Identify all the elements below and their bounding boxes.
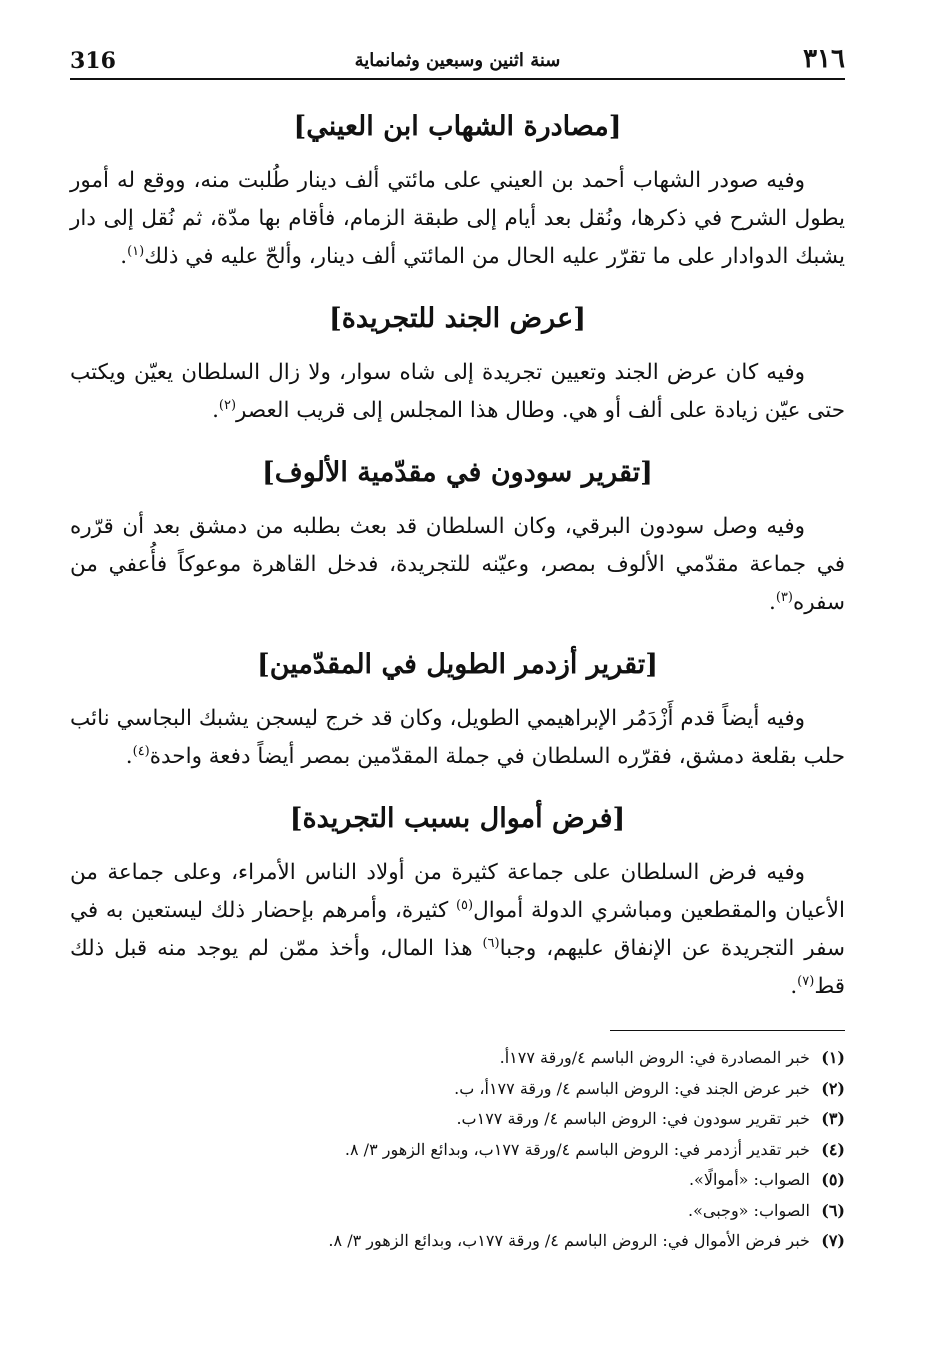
footnote-number: (٧) [821,1231,845,1250]
footnote-text: خبر تقرير سودون في: الروض الباسم ٤/ ورقة ١٧٧ب. [456,1109,810,1128]
footnote-item [70,1196,845,1227]
book-page [70,40,845,1330]
footnote-number: (٢) [821,1078,845,1098]
footnote-reference[interactable]: (١) [127,243,145,259]
section-paragraph [70,700,845,776]
footnote-number: (١) [821,1048,845,1067]
footnote-number: (٦) [821,1200,845,1220]
section-heading: [فرض أموال بسبب التجريدة] [289,803,626,834]
running-title: سنة اثنين وسبعين وثمانماية [354,50,561,71]
section-heading: [تقرير أزدمر الطويل في المقدّمين] [256,649,659,680]
footnote-item [70,1165,845,1196]
footnote-text: الصواب: «أموالًا». [688,1170,810,1189]
footnote-item [70,1226,845,1257]
footnote-item [70,1074,845,1105]
paragraph-end: . [212,398,219,423]
footnotes-list [70,1043,845,1257]
section-heading: [مصادرة الشهاب ابن العيني] [293,111,622,142]
footnote-reference[interactable]: (٧) [797,973,815,989]
footnote-reference[interactable]: (٣) [775,589,793,605]
footnote-text: خبر المصادرة في: الروض الباسم ٤/ورقة ١٧٧أ. [499,1048,810,1067]
paragraph-text: وفيه صودر الشهاب أحمد بن العيني على مائتي ألف دينار طُلبت منه، ووقع له أمور يطول الشرح في ذكرها، ونُقل بعد أيام إلى طبقة الزمام، فأقام بها مدّة، ثم نُقل إلى دار يشبك الدوادار على ما تقرّر عليه الحال من المائتي ألف دينار، وألحّ عليه في ذلك [70,168,845,269]
paragraph-text: وفيه أيضاً قدم أَزْدَمُر الإبراهيمي الطويل، وكان قد خرج ليسجن يشبك البجاسي نائب حلب بقلعة دمشق، فقرّره السلطان في جملة المقدّمين بمصر أيضاً دفعة واحدة [70,706,845,769]
footnote-number: (٥) [821,1170,845,1189]
footnote-reference[interactable]: (٦) [482,935,500,951]
footnote-reference[interactable]: (٢) [218,397,237,413]
section-heading: [عرض الجند للتجريدة] [329,303,586,334]
paragraph-end: . [790,974,798,999]
running-header [70,40,845,80]
footnote-number: (٤) [821,1139,845,1159]
page-number-arabic: ٣١٦ [803,44,845,74]
footnote-text: خبر فرض الأموال في: الروض الباسم ٤/ ورقة ١٧٧ب، وبدائع الزهور ٣/ ٨. [328,1231,810,1250]
footnote-reference[interactable]: (٤) [132,743,150,759]
paragraph-end: . [125,744,133,769]
footnote-item [70,1135,845,1166]
footnote-text: خبر تقدير أزدمر في: الروض الباسم ٤/ورقة ١٧٧ب، وبدائع الزهور ٣/ ٨. [344,1139,810,1159]
footnote-item [70,1104,845,1135]
footnote-text: الصواب: «وجبى». [688,1200,810,1220]
footnote-text: خبر عرض الجند في: الروض الباسم ٤/ ورقة ١٧٧أ، ب. [454,1078,810,1098]
paragraph-end: . [120,244,128,269]
paragraph-text: كثيرة، وأمرهم بإحضار ذلك ليستعين به في سفر التجريدة عن الإنفاق عليهم، وجبا [70,898,845,961]
section-paragraph [70,508,845,622]
section-paragraph [70,354,845,430]
paragraph-text: وفيه وصل سودون البرقي، وكان السلطان قد بعث بطلبه من دمشق بعد أن قرّره في جماعة مقدّمي الألوف بمصر، وعيّنه للتجريدة، فدخل القاهرة موعوكاً فأُعفي من سفره [70,514,845,615]
section-paragraph [70,854,845,1006]
main-text [70,106,845,1257]
footnote-number: (٣) [821,1109,845,1128]
footnote-divider [610,1030,845,1031]
paragraph-text: وفيه فرض السلطان على جماعة كثيرة من أولاد الناس الأمراء، وعلى جماعة من الأعيان والمقطعين ومباشري الدولة أموال [70,860,845,923]
footnote-reference[interactable]: (٥) [455,897,474,913]
section-paragraph [70,162,845,276]
section-heading: [تقرير سودون في مقدّمية الألوف] [262,457,653,488]
footnote-item [70,1043,845,1074]
paragraph-text: هذا المال، وأخذ ممّن لم يوجد منه قبل ذلك قط [70,936,845,999]
paragraph-text: وفيه كان عرض الجند وتعيين تجريدة إلى شاه سوار، ولا زال السلطان يعيّن ويكتب حتى عيّن زيادة على ألف أو هي. وطال هذا المجلس إلى قريب العصر [70,360,845,423]
paragraph-end: . [768,590,776,615]
page-number-latin: 316 [70,48,116,74]
